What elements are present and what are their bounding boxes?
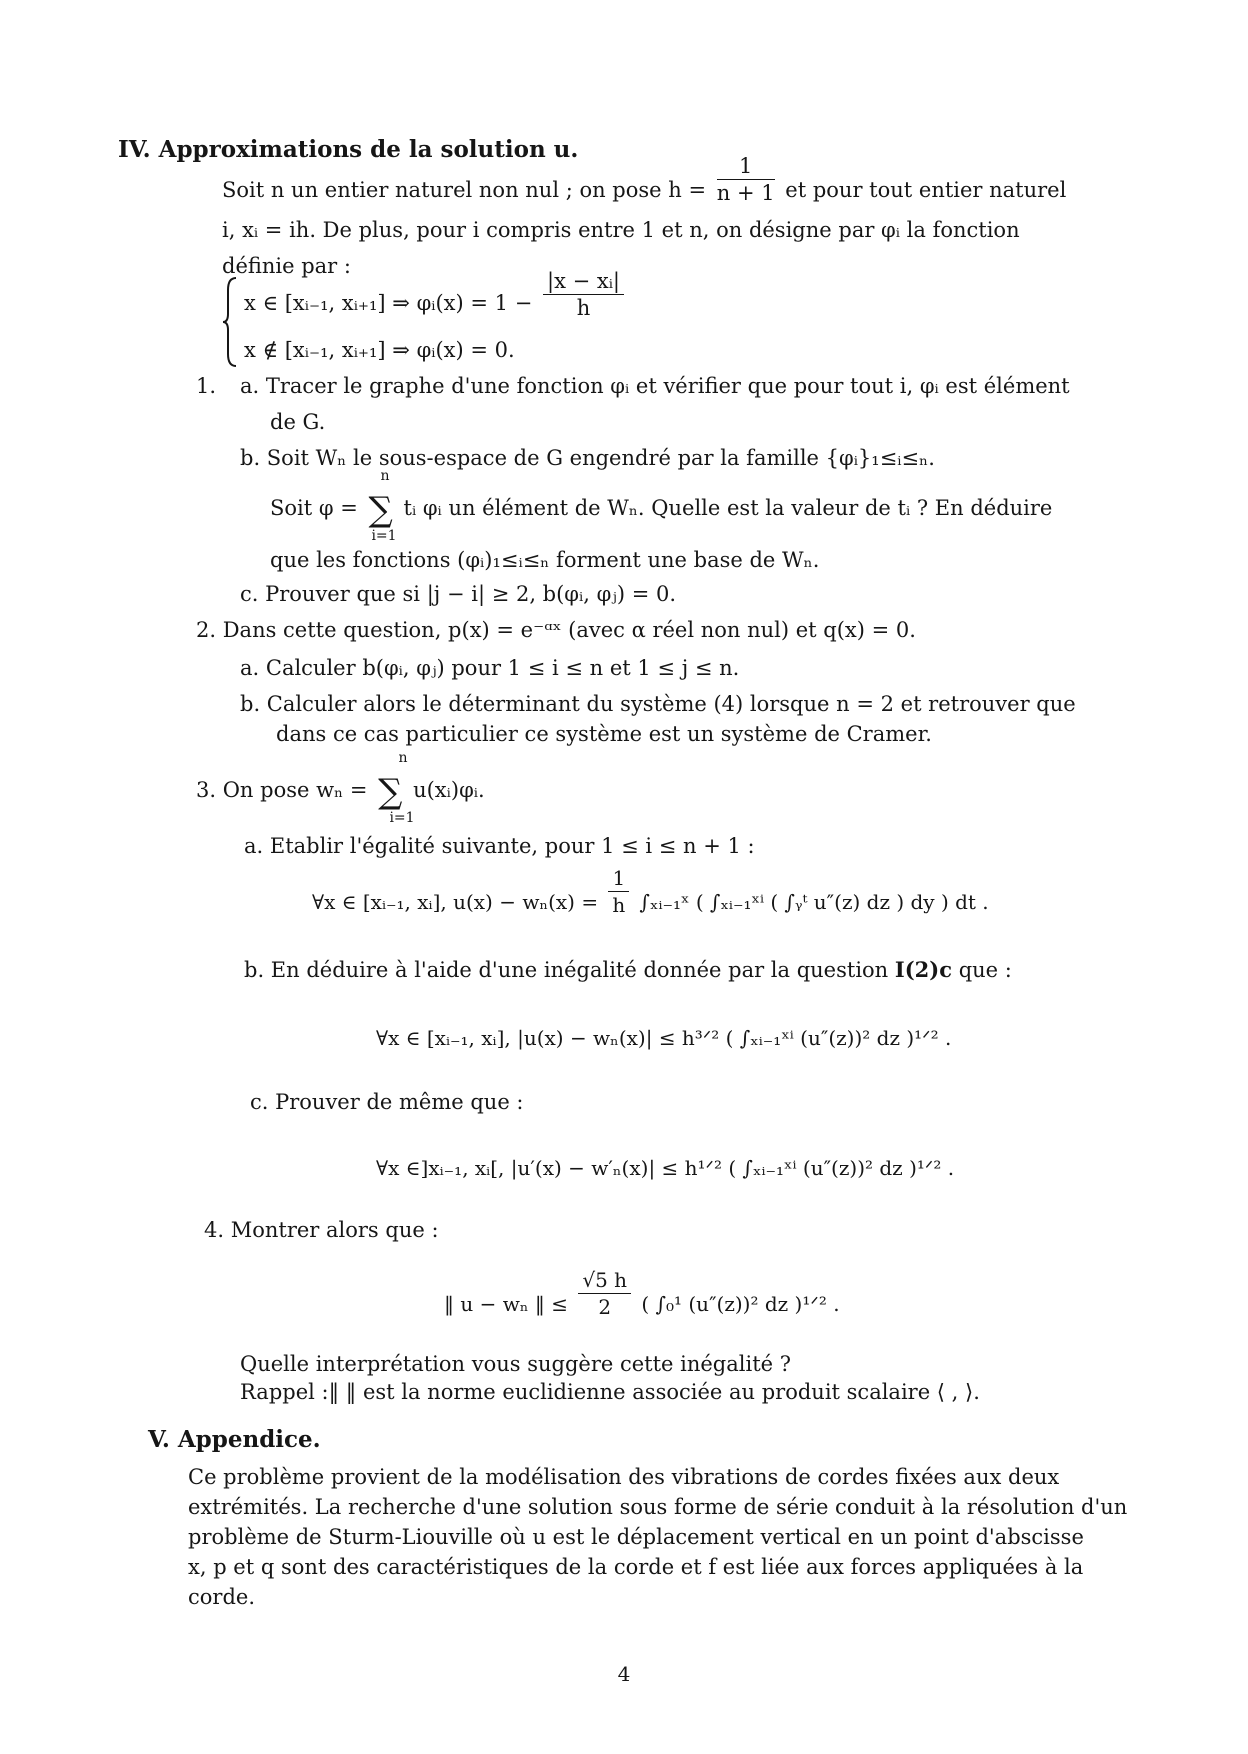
question-2b: b. Calculer alors le déterminant du système (4) lorsque n = 2 et retrouver que bbox=[240, 692, 1076, 716]
q3a-eq-left: ∀x ∈ [xᵢ₋₁, xᵢ], u(x) − wₙ(x) = bbox=[312, 890, 599, 914]
appendix-line-2: extrémités. La recherche d'une solution sous forme de série conduit à la résolution d'un bbox=[188, 1495, 1128, 1519]
definition-line-2: x ∉ [xᵢ₋₁, xᵢ₊₁] ⇒ φᵢ(x) = 0. bbox=[244, 338, 515, 362]
intro-line-1-tail: et pour tout entier naturel bbox=[785, 178, 1067, 202]
question-3b-equation: ∀x ∈ [xᵢ₋₁, xᵢ], |u(x) − wₙ(x)| ≤ h³ᐟ² ( ∫ₓᵢ₋₁ˣⁱ (u″(z))² dz )¹ᐟ² . bbox=[376, 1026, 952, 1050]
sum-top-index: n bbox=[380, 468, 390, 484]
piecewise-brace bbox=[222, 276, 238, 368]
page-number: 4 bbox=[617, 1662, 631, 1686]
q4-fraction bbox=[578, 1267, 631, 1320]
q4-eq-left: ‖ u − wₙ ‖ ≤ bbox=[444, 1292, 568, 1316]
sum-bottom-index: i=1 bbox=[371, 528, 397, 544]
h-fraction bbox=[717, 153, 775, 206]
h-fraction-den: n + 1 bbox=[716, 181, 775, 205]
appendix-line-3: problème de Sturm-Liouville où u est le déplacement vertical en un point d'abscisse bbox=[188, 1525, 1084, 1549]
appendix-line-1: Ce problème provient de la modélisation des vibrations de cordes fixées aux deux bbox=[188, 1465, 1060, 1489]
question-4-rappel: Rappel :‖ ‖ est la norme euclidienne associée au produit scalaire ⟨ , ⟩. bbox=[240, 1380, 980, 1404]
question-2: 2. Dans cette question, p(x) = e⁻ᵅˣ (avec α réel non nul) et q(x) = 0. bbox=[196, 618, 916, 642]
question-3c: c. Prouver de même que : bbox=[250, 1090, 524, 1114]
q4-eq-right: ( ∫₀¹ (u″(z))² dz )¹ᐟ² . bbox=[641, 1292, 840, 1316]
question-1b-line-3: que les fonctions (φᵢ)₁≤ᵢ≤ₙ forment une base de Wₙ. bbox=[270, 548, 820, 572]
question-1b: b. Soit Wₙ le sous-espace de G engendré par la famille {φᵢ}₁≤ᵢ≤ₙ. bbox=[240, 446, 935, 470]
question-3-tail: u(xᵢ)φᵢ. bbox=[413, 778, 485, 802]
question-1b-sum-line bbox=[270, 468, 1053, 544]
question-3-lead: 3. On pose wₙ = bbox=[196, 778, 368, 802]
intro-line-2: i, xᵢ = ih. De plus, pour i compris entre 1 et n, on désigne par φᵢ la fonction bbox=[222, 218, 1020, 242]
question-1b-sum-lead: Soit φ = bbox=[270, 496, 358, 520]
question-3b-reference: I(2)c bbox=[894, 957, 952, 982]
q3-sum-sign-icon: ∑ bbox=[378, 772, 403, 812]
definition-line-1-left: x ∈ [xᵢ₋₁, xᵢ₊₁] ⇒ φᵢ(x) = 1 − bbox=[244, 291, 533, 315]
definition-fraction-num: |x − xᵢ| bbox=[543, 268, 624, 295]
question-1a: a. Tracer le graphe d'une fonction φᵢ et vérifier que pour tout i, φᵢ est élément bbox=[240, 374, 1070, 398]
question-4-interpretation: Quelle interprétation vous suggère cette inégalité ? bbox=[240, 1352, 791, 1376]
question-3b-tail: que : bbox=[958, 958, 1012, 982]
question-3b bbox=[244, 956, 1012, 984]
question-3a: a. Etablir l'égalité suivante, pour 1 ≤ i ≤ n + 1 : bbox=[244, 834, 755, 858]
definition-fraction-den: h bbox=[576, 296, 591, 320]
question-4-equation bbox=[444, 1268, 840, 1320]
question-3a-equation bbox=[312, 866, 989, 918]
question-1c: c. Prouver que si |j − i| ≥ 2, b(φᵢ, φⱼ) = 0. bbox=[240, 582, 677, 606]
definition-fraction bbox=[543, 268, 624, 321]
question-1-number: 1. bbox=[196, 374, 217, 398]
intro-line-3: définie par : bbox=[222, 254, 351, 278]
q3a-fraction bbox=[608, 865, 629, 918]
q3-sum-bottom-index: i=1 bbox=[389, 810, 415, 826]
appendix-line-5: corde. bbox=[188, 1585, 255, 1609]
question-2a: a. Calculer b(φᵢ, φⱼ) pour 1 ≤ i ≤ n et 1 ≤ j ≤ n. bbox=[240, 656, 740, 680]
q3-sum-top-index: n bbox=[398, 750, 408, 766]
question-2b-cont: dans ce cas particulier ce système est un système de Cramer. bbox=[276, 722, 932, 746]
definition-line-1 bbox=[244, 269, 628, 321]
question-4: 4. Montrer alors que : bbox=[204, 1218, 439, 1242]
sum-sign-icon: ∑ bbox=[368, 490, 393, 530]
question-3-line bbox=[196, 750, 485, 826]
section-v-title: V. Appendice. bbox=[148, 1426, 321, 1453]
question-1b-sum-tail: tᵢ φᵢ un élément de Wₙ. Quelle est la valeur de tᵢ ? En déduire bbox=[403, 496, 1053, 520]
section-iv-title: IV. Approximations de la solution u. bbox=[118, 136, 579, 163]
appendix-line-4: x, p et q sont des caractéristiques de la corde et f est liée aux forces appliquées à la bbox=[188, 1555, 1084, 1579]
h-fraction-num: 1 bbox=[717, 153, 775, 180]
intro-line-1 bbox=[222, 154, 1067, 206]
question-3c-equation: ∀x ∈]xᵢ₋₁, xᵢ[, |u′(x) − w′ₙ(x)| ≤ h¹ᐟ² ( ∫ₓᵢ₋₁ˣⁱ (u″(z))² dz )¹ᐟ² . bbox=[376, 1156, 955, 1180]
intro-line-1-text: Soit n un entier naturel non nul ; on pose h = bbox=[222, 178, 707, 202]
q3a-fraction-den: h bbox=[612, 893, 626, 917]
q3a-eq-right: ∫ₓᵢ₋₁ˣ ( ∫ₓᵢ₋₁ˣⁱ ( ∫ᵧᵗ u″(z) dz ) dy ) dt . bbox=[639, 890, 989, 914]
q4-fraction-den: 2 bbox=[598, 1295, 612, 1319]
q4-fraction-num: √5 h bbox=[578, 1267, 631, 1294]
appendix-paragraph bbox=[188, 1462, 1128, 1612]
question-1a-cont: de G. bbox=[270, 410, 326, 434]
question-3b-lead: b. En déduire à l'aide d'une inégalité donnée par la question bbox=[244, 958, 889, 982]
q3a-fraction-num: 1 bbox=[608, 865, 629, 892]
